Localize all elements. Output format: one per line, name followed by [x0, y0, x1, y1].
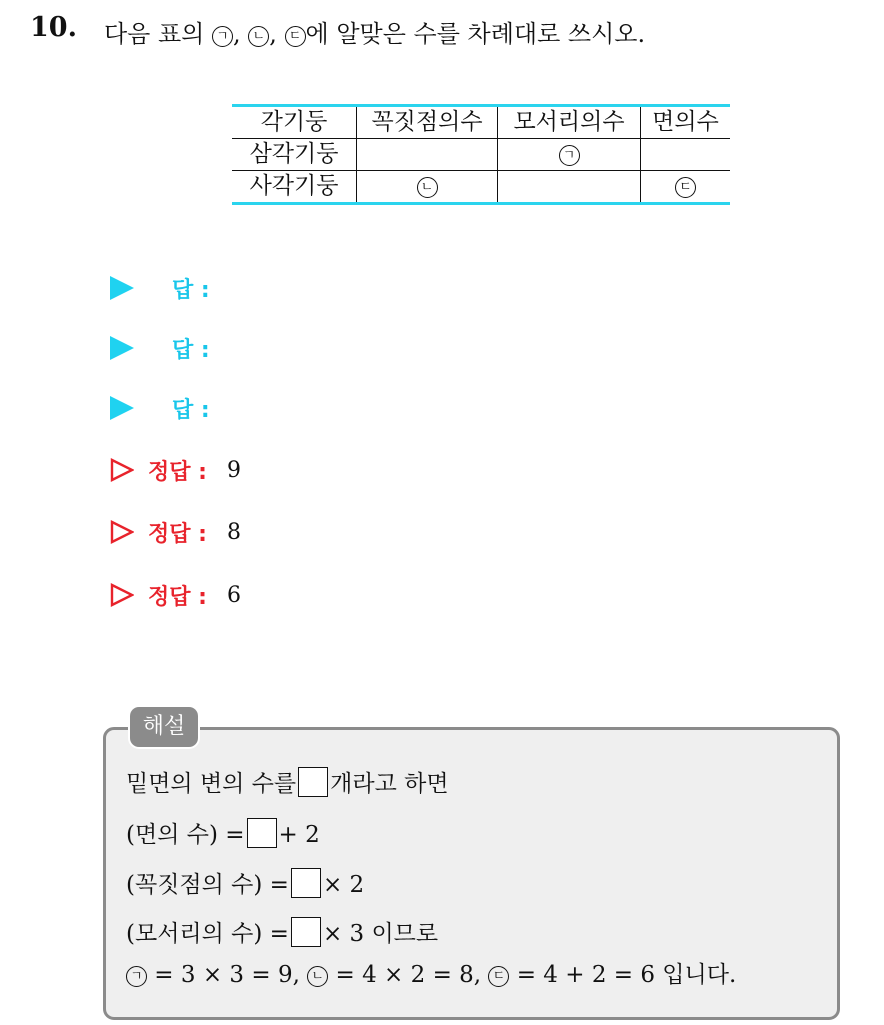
marker-digeut: ㄷ	[488, 966, 509, 987]
explanation-line	[126, 816, 320, 849]
explanation-text: × 3 이므로	[322, 921, 439, 947]
outline-triangle-icon	[110, 583, 134, 607]
correct-answer-label: 정답 :	[148, 584, 207, 610]
question-prefix: 다음 표의	[104, 20, 212, 48]
correct-answer-row	[110, 455, 241, 485]
table-cell	[498, 171, 641, 204]
outline-triangle-icon	[110, 458, 134, 482]
table-cell: 삼각기둥	[232, 139, 357, 171]
question-text	[104, 14, 645, 49]
marker-digeut: ㄷ	[675, 177, 696, 198]
filled-triangle-icon	[110, 396, 134, 420]
correct-answer-row	[110, 580, 241, 610]
blank-box	[291, 868, 321, 898]
correct-answer-label: 정답 :	[148, 459, 207, 485]
table-cell	[641, 139, 731, 171]
table-cell	[357, 171, 498, 204]
table-header-cell: 모서리의수	[498, 106, 641, 139]
explanation-text: (면의 수) =	[126, 822, 245, 848]
prism-table	[232, 104, 730, 205]
table-cell: 사각기둥	[232, 171, 357, 204]
table-row	[232, 139, 730, 171]
filled-triangle-icon	[110, 336, 134, 360]
explanation-text: = 4 + 2 = 6 입니다.	[509, 962, 737, 988]
question-separator: ,	[269, 20, 285, 48]
table-cell	[641, 171, 731, 204]
answer-row	[110, 393, 210, 423]
marker-nieun: ㄴ	[417, 177, 438, 198]
correct-answer-value: 6	[226, 582, 241, 608]
explanation-text: × 2	[322, 872, 365, 898]
table-header-cell: 면의수	[641, 106, 731, 139]
explanation-text: + 2	[278, 822, 320, 848]
explanation-text: (꼭짓점의 수) =	[126, 872, 289, 898]
answer-row	[110, 273, 210, 303]
explanation-text: = 4 × 2 = 8,	[328, 962, 489, 988]
explanation-line	[126, 956, 736, 989]
marker-digeut: ㄷ	[285, 26, 306, 47]
marker-giyeok: ㄱ	[559, 145, 580, 166]
question-suffix: 에 알맞은 수를 차례대로 쓰시오.	[305, 20, 646, 48]
table-row	[232, 171, 730, 204]
blank-box	[291, 917, 321, 947]
table-cell	[498, 139, 641, 171]
correct-answer-label: 정답 :	[148, 521, 207, 547]
question-separator: ,	[233, 20, 249, 48]
explanation-text: 개라고 하면	[330, 771, 449, 797]
marker-nieun: ㄴ	[248, 26, 269, 47]
explanation-line	[126, 915, 438, 948]
explanation-line	[126, 866, 364, 899]
table-cell	[357, 139, 498, 171]
explanation-text: (모서리의 수) =	[126, 921, 289, 947]
explanation-tag: 해설	[130, 707, 198, 747]
blank-box	[298, 767, 328, 797]
question-number: 10.	[30, 12, 77, 43]
blank-box	[247, 818, 277, 848]
table-header-row	[232, 106, 730, 139]
correct-answer-value: 9	[226, 457, 241, 483]
answer-label: 답 :	[172, 337, 210, 363]
explanation-text: 밑면의 변의 수를	[126, 771, 297, 797]
marker-giyeok: ㄱ	[126, 966, 147, 987]
table-header-cell: 꼭짓점의수	[357, 106, 498, 139]
filled-triangle-icon	[110, 276, 134, 300]
table-header-cell: 각기둥	[232, 106, 357, 139]
correct-answer-value: 8	[226, 519, 241, 545]
explanation-line	[126, 765, 449, 798]
answer-row	[110, 333, 210, 363]
correct-answer-row	[110, 517, 241, 547]
answer-label: 답 :	[172, 397, 210, 423]
marker-giyeok: ㄱ	[212, 26, 233, 47]
answer-label: 답 :	[172, 277, 210, 303]
outline-triangle-icon	[110, 520, 134, 544]
marker-nieun: ㄴ	[307, 966, 328, 987]
explanation-text: = 3 × 3 = 9,	[147, 962, 308, 988]
